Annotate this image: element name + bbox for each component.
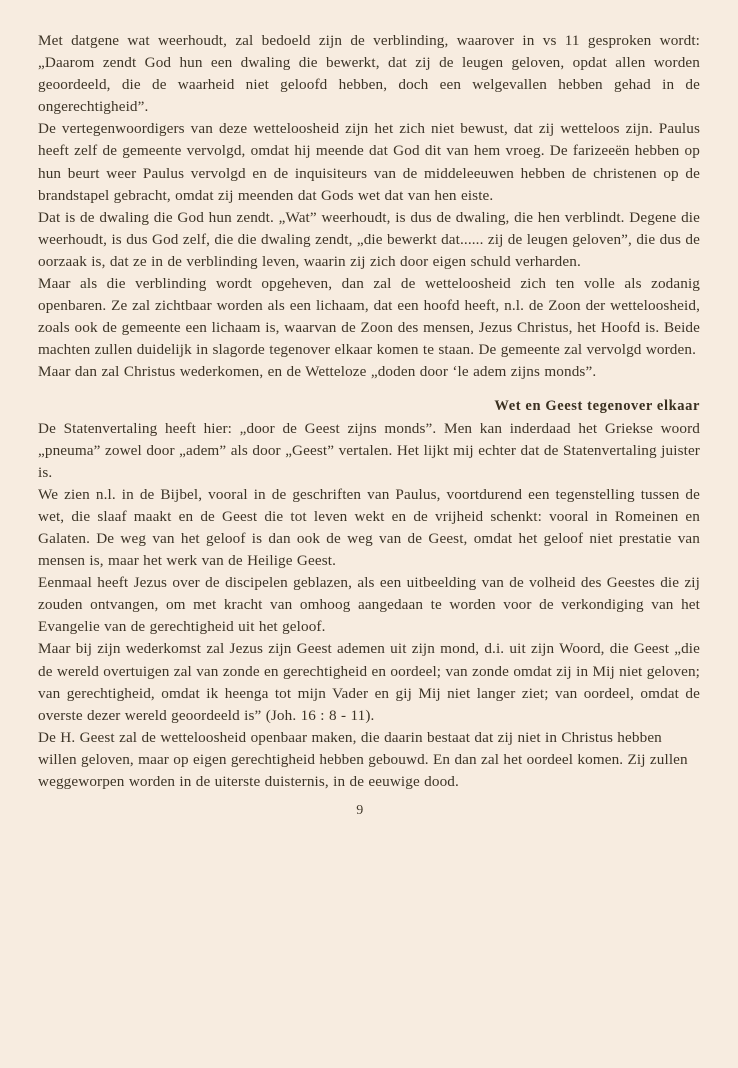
paragraph: We zien n.l. in de Bijbel, vooral in de geschriften van Paulus, voortdurend een tegenstelling tussen de wet, die slaaf maakt en de Geest die tot leven wekt en de vrijheid schenkt: vooral in Romeinen en Galaten. De weg van het geloof is dan ook de weg van de Geest, omdat het geloof niet prestatie van mensen is, maar het werk van de Heilige Geest.	[38, 485, 700, 570]
paragraph: De vertegenwoordigers van deze wetteloosheid zijn het zich niet bewust, dat zij wetteloos zijn. Paulus heeft zelf de gemeente vervolgd, omdat hij meende dat God dit van hem vroeg. De farizeeën hebben op hun beurt weer Paulus vervolgd en de inquisiteurs van de middeleeuwen hebben de christenen op de brandstapel gebracht, omdat zij meenden dat Gods wet dat van hen eiste.	[38, 120, 700, 204]
page-number-wrapper	[38, 803, 700, 819]
paragraph: Maar bij zijn wederkomst zal Jezus zijn Geest ademen uit zijn mond, d.i. uit zijn Woord, die Geest „die de wereld overtuigen zal van zonde en gerechtigheid en oordeel; van zonde omdat zij in Mij niet geloven; van gerechtigheid, omdat ik heenga tot mijn Vader en gij Mij niet langer ziet; van oordeel, omdat de overste dezer wereld geoordeeld is” (Joh. 16 : 8 - 11).	[38, 640, 700, 724]
paragraph: De H. Geest zal de wetteloosheid openbaar maken, die daarin bestaat dat zij niet in Christus hebben willen geloven, maar op eigen gerechtigheid hebben gebouwd. En dan zal het oordeel komen. Zij zullen weggeworpen worden in de uiterste duisternis, in de eeuwige dood.	[38, 728, 688, 790]
paragraph: De Statenvertaling heeft hier: „door de Geest zijns monds”. Men kan inderdaad het Griekse woord „pneuma” zowel door „adem” als door „Geest” vertalen. Het lijkt mij echter dat de Statenvertaling juister is.	[38, 419, 700, 481]
paragraph: Met datgene wat weerhoudt, zal bedoeld zijn de verblinding, waarover in vs 11 gesproken wordt: „Daarom zendt God hun een dwaling die bewerkt, dat zij de leugen geloven, opdat allen worden geoordeeld, die de waarheid niet geloofd hebben, doch een welgevallen hebben gehad in de ongerechtigheid”.	[38, 32, 700, 116]
paragraph: Dat is de dwaling die God hun zendt. „Wat” weerhoudt, is dus de dwaling, die hen verblindt. Degene die weerhoudt, is dus God zelf, die die dwaling zendt, „die bewerkt dat...... zij de leugen geloven”, die dus de oorzaak is, dat ze in de verblinding leven, waarin zij zich door eigen schuld verharden.	[38, 208, 700, 270]
page-number: 9	[356, 803, 364, 819]
paragraph: Eenmaal heeft Jezus over de discipelen geblazen, als een uitbeelding van de volheid des Geestes die zij zouden ontvangen, om met kracht van omhoog aangedaan te worden voor de verkondiging van het Evangelie van de gerechtigheid uit het geloof.	[38, 574, 700, 636]
paragraph: Maar dan zal Christus wederkomen, en de Wetteloze „doden door ‘le adem zijns monds”.	[38, 363, 597, 381]
paragraph: Maar als die verblinding wordt opgeheven, dan zal de wetteloosheid zich ten volle als zodanig openbaren. Ze zal zichtbaar worden als een lichaam, dat een hoofd heeft, n.l. de Zoon der wetteloosheid, zoals ook de gemeente een lichaam is, waarvan de Zoon des mensen, Jezus Christus, het Hoofd is. Beide machten zullen duidelijk in slagorde tegenover elkaar komen te staan. De gemeente zal vervolgd worden.	[38, 275, 700, 359]
section-heading: Wet en Geest tegenover elkaar	[494, 397, 700, 414]
text-column	[38, 30, 700, 793]
